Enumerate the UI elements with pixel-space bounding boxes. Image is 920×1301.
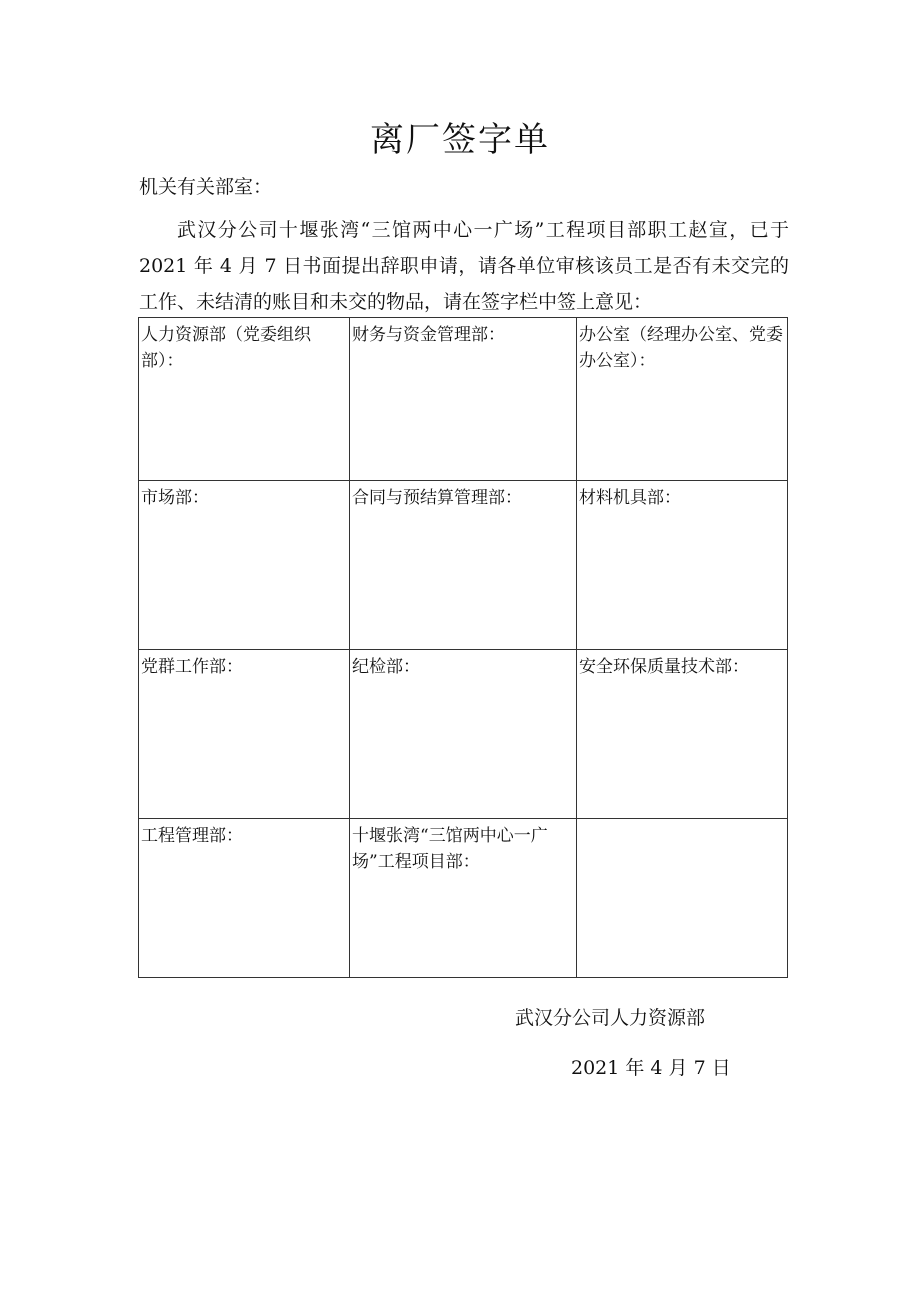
signature-cell-market: 市场部： bbox=[139, 481, 350, 650]
signature-cell-finance: 财务与资金管理部： bbox=[350, 318, 577, 481]
page-title: 离厂签字单 bbox=[370, 120, 550, 160]
signature-cell-project: 十堰张湾“三馆两中心一广场”工程项目部： bbox=[350, 819, 577, 978]
signature-cell-contract: 合同与预结算管理部： bbox=[350, 481, 577, 650]
table-row bbox=[139, 819, 788, 978]
table-row bbox=[139, 318, 788, 481]
signature-cell-engineering: 工程管理部： bbox=[139, 819, 350, 978]
body-paragraph: 武汉分公司十堰张湾“三馆两中心一广场”工程项目部职工赵宣，已于 2021 年 4 月 7 日书面提出辞职申请，请各单位审核该员工是否有未交完的工作、未结清的账目和未交的物品，请在签字栏中签上意见： bbox=[139, 219, 789, 313]
table-row bbox=[139, 650, 788, 819]
signature-cell-party: 党群工作部： bbox=[139, 650, 350, 819]
salutation: 机关有关部室： bbox=[139, 176, 273, 198]
signature-cell-empty bbox=[577, 819, 788, 978]
issuer-department: 武汉分公司人力资源部 bbox=[515, 1007, 706, 1029]
signature-cell-materials: 材料机具部： bbox=[577, 481, 788, 650]
signature-cell-office: 办公室（经理办公室、党委办公室）： bbox=[577, 318, 788, 481]
signature-cell-hr: 人力资源部（党委组织部）： bbox=[139, 318, 350, 481]
signature-table bbox=[138, 317, 788, 978]
issue-date: 2021 年 4 月 7 日 bbox=[571, 1057, 731, 1079]
signature-cell-safety: 安全环保质量技术部： bbox=[577, 650, 788, 819]
table-row bbox=[139, 481, 788, 650]
signature-cell-discipline: 纪检部： bbox=[350, 650, 577, 819]
